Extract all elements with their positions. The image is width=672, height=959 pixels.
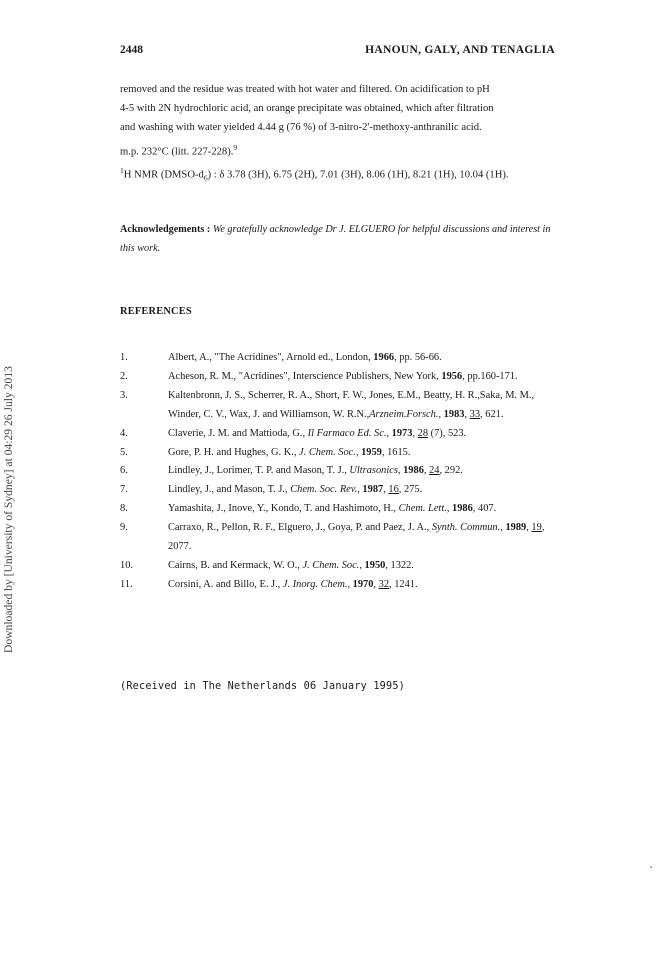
reference-text (168, 444, 560, 463)
reference-authors: Lindley, J., and Mason, T. J., (168, 484, 291, 496)
reference-pages: , 1322. (385, 559, 414, 571)
page-number: 2448 (120, 44, 143, 56)
reference-journal: J. Chem. Soc. (299, 446, 356, 458)
nmr-values: ) : δ 3.78 (3H), 6.75 (2H), 7.01 (3H), 8.06 (1H), 8.21 (1H), 10.04 (1H). (207, 169, 509, 181)
ack-label: Acknowledgements : (120, 224, 211, 235)
reference-authors: Carraxo, R., Pellon, R. F., Elguero, J., Goya, P. and Paez, J. A., (168, 522, 432, 534)
reference-volume: 28 (417, 427, 429, 439)
reference-number: 5. (120, 446, 128, 458)
reference-number: 9. (120, 522, 128, 534)
reference-number: 4. (120, 427, 128, 439)
reference-sep: , (464, 408, 470, 420)
reference-year: 1950 (364, 559, 386, 571)
reference-item (120, 557, 560, 576)
reference-number: 11. (120, 578, 133, 590)
reference-year: 1956 (441, 370, 463, 382)
reference-pages: , 1615. (381, 446, 411, 458)
reference-sep: , (412, 427, 418, 439)
reference-sep: , (347, 578, 353, 590)
reference-sep: , (397, 465, 404, 477)
reference-sep: , (423, 465, 430, 477)
reference-number: 7. (120, 484, 128, 496)
reference-volume: 19 (531, 522, 542, 534)
reference-item (120, 387, 560, 425)
reference-sep: , (500, 522, 506, 534)
reference-year: 1959 (361, 446, 382, 458)
reference-journal: Il Farmaco Ed. Sc. (307, 427, 387, 439)
running-title: HANOUN, GALY, AND TENAGLIA (365, 44, 555, 56)
reference-year: 1986 (452, 503, 473, 515)
reference-number: 2. (120, 370, 128, 382)
reference-text (168, 557, 560, 576)
reference-journal: Chem. Lett. (398, 503, 447, 515)
reference-year: 1989 (505, 522, 527, 534)
reference-item (120, 500, 560, 519)
body-line: 4-5 with 2N hydrochloric acid, an orange precipitate was obtained, which after filtration (120, 103, 494, 115)
melting-point (120, 138, 552, 162)
reference-sep: , (357, 484, 363, 496)
reference-sep: , (446, 503, 453, 515)
body-paragraph (120, 80, 552, 188)
reference-volume: 16 (388, 484, 399, 496)
references-heading: REFERENCES (120, 306, 192, 317)
reference-number: 1. (120, 352, 128, 363)
reference-text (168, 481, 560, 500)
reference-number: 8. (120, 503, 128, 515)
acknowledgements (120, 220, 552, 258)
reference-item (120, 462, 560, 481)
reference-sep: , (438, 408, 444, 420)
reference-number: 10. (120, 559, 133, 571)
reference-journal: Arzneim.Forsch. (369, 408, 439, 420)
reference-item (120, 519, 560, 557)
reference-text (168, 576, 560, 595)
reference-authors: Claverie, J. M. and Mattioda, G., (168, 427, 308, 439)
reference-sep: , (386, 427, 392, 439)
reference-pages: , 1241. (389, 578, 418, 590)
reference-item (120, 481, 560, 500)
reference-text (168, 462, 560, 481)
reference-number: 6. (120, 465, 128, 477)
mp-text: m.p. 232°C (litt. 227-228). (120, 146, 234, 158)
reference-journal: Chem. Soc. Rev. (290, 484, 358, 496)
reference-pages: , 621. (480, 408, 504, 420)
reference-pages: , pp. 56-66. (394, 352, 442, 363)
reference-item (120, 368, 560, 387)
reference-journal: J. Chem. Soc. (302, 559, 360, 571)
ack-text: We gratefully acknowledge Dr J. ELGUERO for helpful discussions and interest in this work. (120, 224, 551, 254)
reference-authors: Acheson, R. M., "Acridines", Interscience Publishers, New York, (168, 370, 442, 382)
reference-sep: , (526, 522, 532, 534)
reference-journal: J. Inorg. Chem. (282, 578, 348, 590)
nmr-data (120, 161, 552, 188)
reference-authors: Cairns, B. and Kermack, W. O., (168, 559, 303, 571)
reference-pages: , 275. (398, 484, 423, 496)
body-line: and washing with water yielded 4.44 g (76 %) of 3-nitro-2'-methoxy-anthranilic acid. (120, 122, 482, 134)
reference-authors: Lindley, J., Lorimer, T. P. and Mason, T. J., (168, 465, 350, 477)
reference-text (168, 349, 560, 368)
body-line: removed and the residue was treated with hot water and filtered. On acidification to pH (120, 84, 490, 95)
reference-year: 1970 (352, 578, 374, 590)
reference-journal: Ultrasonics (349, 465, 398, 477)
reference-item (120, 444, 560, 463)
reference-item (120, 425, 560, 444)
reference-authors: Corsini, A. and Billo, E. J., (168, 578, 283, 590)
reference-volume: 33 (469, 408, 481, 420)
reference-year: 1987 (362, 484, 384, 496)
reference-text (168, 500, 560, 519)
download-notice: Downloaded by [University of Sydney] at 04:29 26 July 2013 (2, 366, 15, 653)
reference-item (120, 349, 560, 368)
reference-sep: , (373, 578, 379, 590)
reference-pages: , pp.160-171. (462, 370, 518, 382)
reference-volume: 24 (429, 465, 440, 477)
reference-pages: , 292. (439, 465, 463, 477)
reference-text (168, 368, 560, 387)
reference-authors: Kaltenbronn, J. S., Scherrer, R. A., Short, F. W., Jones, E.M., Beatty, H. R.,Saka, M. M., Winder, C. V., Wax, J. and Williamson, W. R.N., (168, 389, 535, 420)
reference-sep: , (355, 446, 362, 458)
nmr-label: H NMR (DMSO-d (123, 169, 204, 181)
reference-item (120, 576, 560, 595)
reference-authors: Albert, A., "The Acridines", Arnold ed., London, (168, 352, 374, 363)
reference-authors: Gore, P. H. and Hughes, G. K., (168, 446, 300, 458)
reference-year: 1973 (391, 427, 413, 439)
nmr-sub: 6 (203, 173, 208, 183)
reference-text (168, 425, 560, 444)
reference-text (168, 519, 560, 557)
reference-sep: , (359, 559, 365, 571)
reference-number: 3. (120, 389, 128, 401)
reference-pages: , 407. (472, 503, 497, 515)
reference-authors: Yamashita, J., Inove, Y., Kondo, T. and Hashimoto, H., (168, 503, 399, 515)
mp-ref: 9 (233, 142, 238, 152)
reference-volume: 32 (378, 578, 390, 590)
reference-year: 1986 (403, 465, 424, 477)
reference-year: 1966 (373, 352, 395, 363)
reference-text (168, 387, 560, 425)
reference-year: 1983 (443, 408, 465, 420)
reference-journal: Synth. Commun. (431, 522, 501, 534)
reference-pages: (7), 523. (428, 427, 467, 439)
reference-pages: , 2077. (168, 522, 545, 553)
reference-sep: , (383, 484, 389, 496)
received-line: (Received in The Netherlands 06 January 1995) (120, 681, 406, 692)
scan-speck (650, 866, 652, 868)
nmr-sup: 1 (120, 166, 124, 176)
references-list (120, 349, 560, 595)
